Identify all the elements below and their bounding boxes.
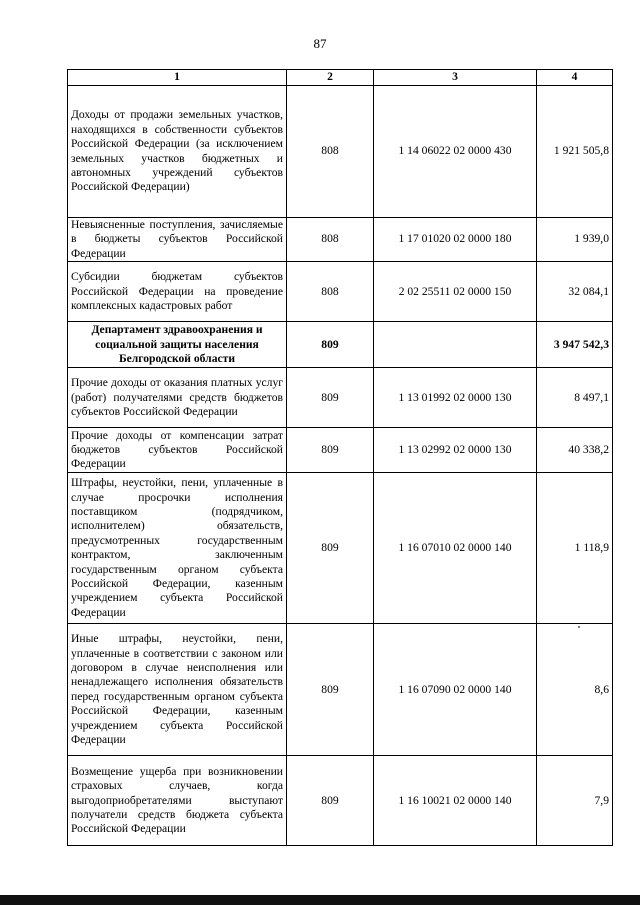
- row-amount-cell: 8 497,1: [537, 368, 613, 428]
- row-admin-cell: 809: [287, 624, 374, 756]
- row-amount-cell: 7,9: [537, 756, 613, 846]
- column-header-code: 3: [374, 70, 537, 86]
- table-row: [68, 262, 613, 322]
- scan-bottom-edge: [0, 895, 640, 905]
- table-row: [68, 218, 613, 262]
- row-admin-cell: 809: [287, 756, 374, 846]
- row-name-cell: Прочие доходы от оказания платных услуг (работ) получателями средств бюджетов субъектов Российской Федерации: [68, 368, 287, 428]
- row-code-cell: 1 17 01020 02 0000 180: [374, 218, 537, 262]
- table-row: [68, 368, 613, 428]
- page-number: 87: [313, 36, 327, 51]
- table-row: [68, 428, 613, 473]
- department-row: [68, 322, 613, 368]
- row-name-cell: Доходы от продажи земельных участков, находящихся в собственности субъектов Российской Федерации (за исключением земельных участков бюджетных и автономных учреждений субъектов Российской Федерации): [68, 86, 287, 218]
- row-name-cell: Субсидии бюджетам субъектов Российской Федерации на проведение комплексных кадастровых работ: [68, 262, 287, 322]
- row-admin-cell: 809: [287, 473, 374, 624]
- row-name-cell: Прочие доходы от компенсации затрат бюджетов субъектов Российской Федерации: [68, 428, 287, 473]
- row-amount-cell: 40 338,2: [537, 428, 613, 473]
- row-name-cell: Штрафы, неустойки, пени, уплаченные в случае просрочки исполнения поставщиком (подрядчиком, исполнителем) обязательств, предусмотренных государственным контрактом, заключенным государственным органом субъекта Российской Федерации, казенным учреждением субъекта Российской Федерации: [68, 473, 287, 624]
- row-amount-cell: 1 939,0: [537, 218, 613, 262]
- table-row: [68, 624, 613, 756]
- table-row: [68, 86, 613, 218]
- row-code-cell: 1 13 02992 02 0000 130: [374, 428, 537, 473]
- row-admin-cell: 808: [287, 262, 374, 322]
- row-name-cell: Иные штрафы, неустойки, пени, уплаченные в соответствии с законом или договором в случае неисполнения или ненадлежащего исполнения обязательств перед государственным органом субъекта Российской Федерации, казенным учреждением субъекта Российской Федерации: [68, 624, 287, 756]
- row-admin-cell: 808: [287, 86, 374, 218]
- row-code-cell: 2 02 25511 02 0000 150: [374, 262, 537, 322]
- scan-speck: [578, 626, 580, 628]
- table-row: [68, 473, 613, 624]
- row-amount-cell: 32 084,1: [537, 262, 613, 322]
- department-name-cell: Департамент здравоохранения и социальной защиты населения Белгородской области: [68, 322, 287, 368]
- row-name-cell: Возмещение ущерба при возникновении страховых случаев, когда выгодоприобретателями выступают получатели средств бюджета субъекта Российской Федерации: [68, 756, 287, 846]
- row-code-cell: [374, 322, 537, 368]
- row-code-cell: 1 16 07010 02 0000 140: [374, 473, 537, 624]
- row-admin-cell: 809: [287, 428, 374, 473]
- row-code-cell: 1 14 06022 02 0000 430: [374, 86, 537, 218]
- row-amount-cell: 8,6: [537, 624, 613, 756]
- column-header-admin: 2: [287, 70, 374, 86]
- row-code-cell: 1 13 01992 02 0000 130: [374, 368, 537, 428]
- budget-revenue-table: [67, 69, 613, 846]
- row-admin-cell: 808: [287, 218, 374, 262]
- row-amount-cell: 1 118,9: [537, 473, 613, 624]
- column-header-name: 1: [68, 70, 287, 86]
- table-header-row: [68, 70, 613, 86]
- row-amount-cell: 1 921 505,8: [537, 86, 613, 218]
- row-admin-cell: 809: [287, 368, 374, 428]
- department-total-cell: 3 947 542,3: [537, 322, 613, 368]
- row-admin-cell: 809: [287, 322, 374, 368]
- column-header-amount: 4: [537, 70, 613, 86]
- row-code-cell: 1 16 10021 02 0000 140: [374, 756, 537, 846]
- row-name-cell: Невыясненные поступления, зачисляемые в бюджеты субъектов Российской Федерации: [68, 218, 287, 262]
- row-code-cell: 1 16 07090 02 0000 140: [374, 624, 537, 756]
- table-row: [68, 756, 613, 846]
